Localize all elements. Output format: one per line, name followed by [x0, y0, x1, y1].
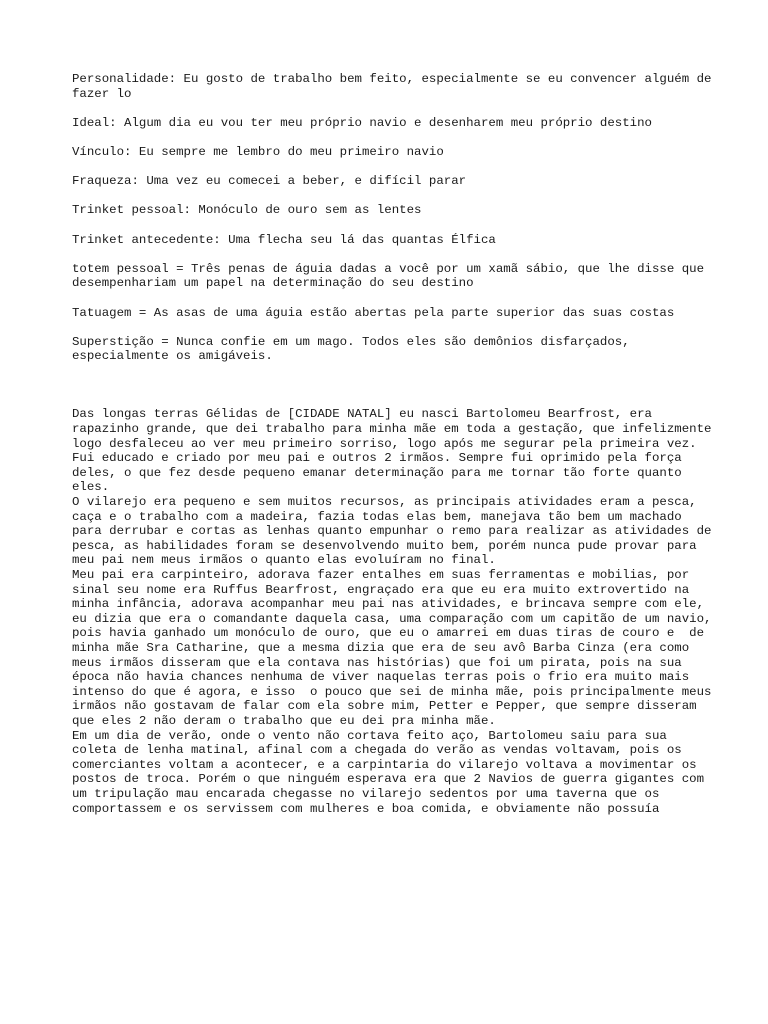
section-spacer	[72, 378, 712, 407]
trait-fraqueza: Fraqueza: Uma vez eu comecei a beber, e difícil parar	[72, 174, 467, 189]
trait-personalidade: Personalidade: Eu gosto de trabalho bem feito, especialmente se eu convencer alguém de fazer lo	[72, 72, 719, 101]
trait-trinket-antecedente: Trinket antecedente: Uma flecha seu lá das quantas Élfica	[72, 232, 496, 247]
story-paragraph-4: Em um dia de verão, onde o vento não cortava feito aço, Bartolomeu saiu para sua coleta de lenha matinal, afinal com a chegada do verão as vendas voltavam, pois os comerciantes voltam a acontecer, e a carpintaria do vilarejo voltava a movimentar os postos de troca. Porém o que ninguém esperava era que 2 Navios de guerra gigantes com um tripulação mau encarada chegasse no vilarejo sedentos por uma taverna que os comportassem e os servissem com mulheres e boa comida, e obviamente não possuía	[72, 728, 712, 816]
trait-trinket-pessoal: Trinket pessoal: Monóculo de ouro sem as lentes	[72, 203, 422, 218]
trait-totem: totem pessoal = Três penas de águia dadas a você por um xamã sábio, que lhe disse que desempenhariam um papel na determinação do seu destino	[72, 261, 712, 291]
story-paragraph-2: O vilarejo era pequeno e sem muitos recursos, as principais atividades eram a pesca, caça e o trabalho com a madeira, fazia todas elas bem, manejava tão bem um machado para derrubar e cortas as lenhas quanto empunhar o remo para realizar as atividades de pesca, as habilidades foram se desenvolvendo muito bem, porém nunca pude provar para meu pai nem meus irmãos o quanto elas evoluíram no final.	[72, 495, 719, 568]
trait-vinculo: Vínculo: Eu sempre me lembro do meu primeiro navio	[72, 144, 444, 159]
story-paragraph-3: Meu pai era carpinteiro, adorava fazer entalhes em suas ferramentas e mobilias, por sinal seu nome era Ruffus Bearfrost, engraçado era que eu era muito extrovertido na minha infância, adorava acompanhar meu pai nas atividades, e brincava sempre com ele, eu dizia que era o comandante daquela casa, uma comparação com um capitão de um navio, pois havia ganhado um monóculo de ouro, que eu o amarrei em duas tiras de couro e de minha mãe Sra Catharine, que a mesma dizia que era de seu avô Barba Cinza (era como meus irmãos disseram que ela contava nas histórias) que foi um pirata, pois na sua época não havia chances nenhuma de viver naquelas terras pois o frio era muito mais intenso do que é agora, e isso o pouco que sei de minha mãe, pois principalmente meus irmãos não gostavam de falar com ela sobre mim, Petter e Pepper, que sempre disseram que eles 2 não deram o trabalho que eu dei pra minha mãe.	[72, 568, 719, 728]
trait-ideal: Ideal: Algum dia eu vou ter meu próprio navio e desenharem meu próprio destino	[72, 115, 652, 130]
trait-tatuagem: Tatuagem = As asas de uma águia estão abertas pela parte superior das suas costas	[72, 305, 675, 320]
backstory	[72, 407, 719, 816]
trait-supersticao: Superstição = Nunca confie em um mago. Todos eles são demônios disfarçados, especialmente os amigáveis.	[72, 334, 638, 364]
story-paragraph-1: Das longas terras Gélidas de [CIDADE NATAL] eu nasci Bartolomeu Bearfrost, era rapazinho grande, que dei trabalho para minha mãe em toda a gestação, que infelizmente logo desfaleceu ao ver meu primeiro sorriso, logo após me segurar pela primeira vez. Fui educado e criado por meu pai e outros 2 irmãos. Sempre fui oprimido pela força deles, o que fez desde pequeno emanar determinação para me tornar tão forte quanto eles.	[72, 407, 719, 495]
document-body	[72, 72, 719, 816]
